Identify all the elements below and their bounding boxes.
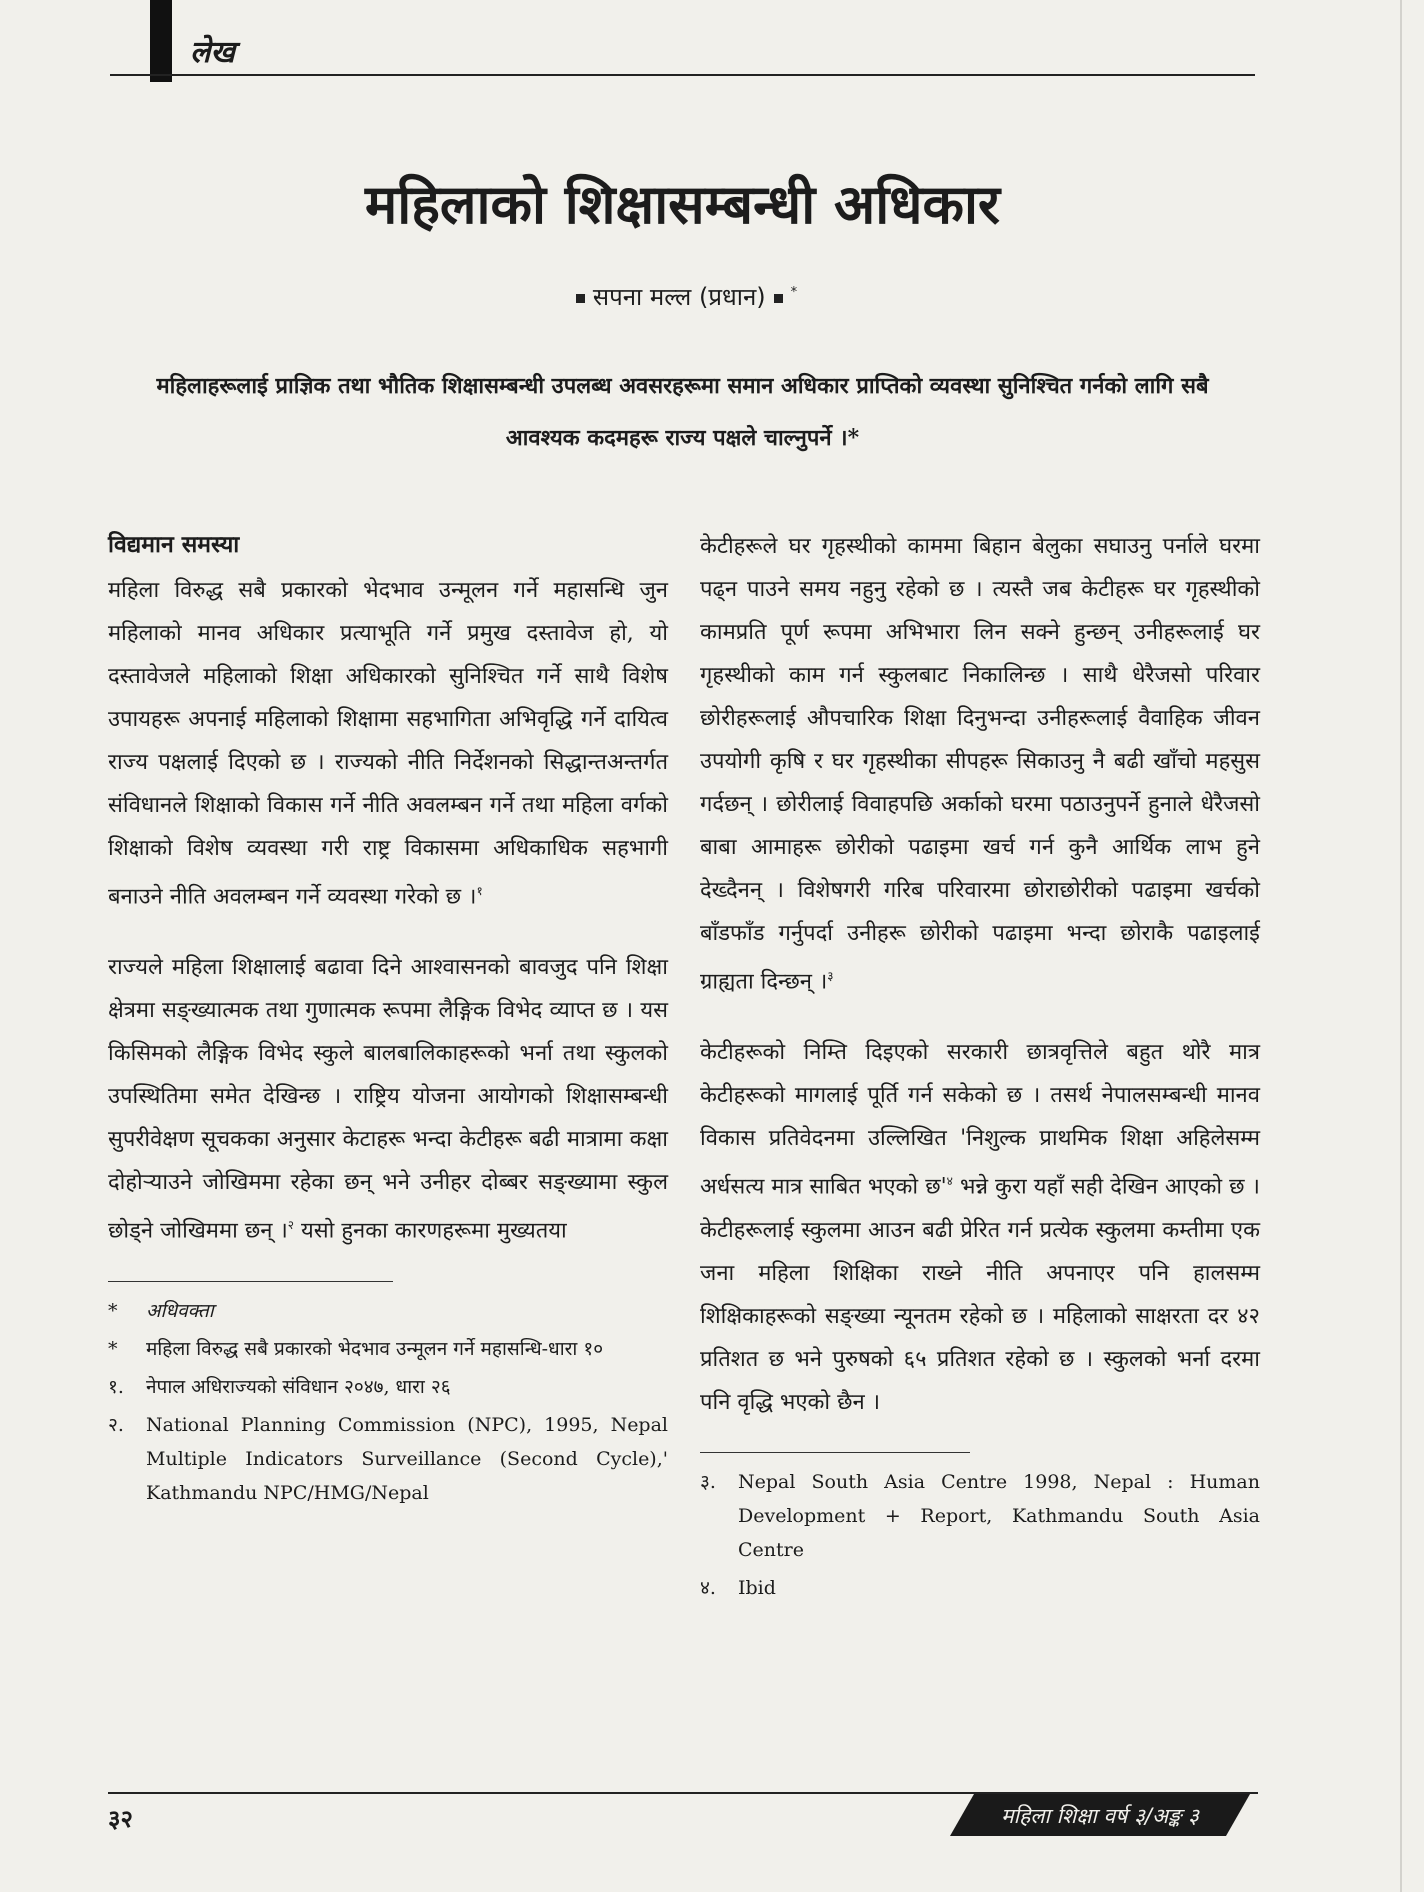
bullet-square-icon — [774, 294, 783, 303]
paragraph — [108, 569, 668, 918]
footnote-mark: ४. — [700, 1576, 716, 1599]
header-rule — [110, 74, 1255, 76]
paragraph-text: भन्ने कुरा यहाँ सही देखिन आएको छ । केटीहरूलाई स्कुलमा आउन बढी प्रेरित गर्न प्रत्येक स्कुलमा कम्तीमा एक जना महिला शिक्षिका राख्ने नीति अपनाएर पनि हालसम्म शिक्षिकाहरूको सङ्ख्या न्यूनतम रहेको छ । महिलाको साक्षरता दर ४२ प्रतिशत छ भने पुरुषको ६५ प्रतिशत रहेको छ । स्कुलको भर्ना दरमा पनि वृद्धि भएको छैन । — [700, 1174, 1261, 1415]
footnote — [108, 1370, 668, 1404]
paragraph-text: केटीहरूले घर गृहस्थीको काममा बिहान बेलुका सघाउनु पर्नाले घरमा पढ्न पाउने समय नहुनु रहेको छ । त्यस्तै जब केटीहरू घर गृहस्थीको कामप्रति पूर्ण रूपमा अभिभारा लिन सक्ने हुन्छन् उनीहरूलाई घर गृहस्थीको काम गर्न स्कुलबाट निकालिन्छ । साथै धेरैजसो परिवार छोरीहरूलाई औपचारिक शिक्षा दिनुभन्दा उनीहरूलाई वैवाहिक जीवन उपयोगी कृषि र घर गृहस्थीका सीपहरू सिकाउनु नै बढी खाँचो महसुस गर्दछन् । छोरीलाई विवाहपछि अर्काको घरमा पठाउनुपर्ने हुनाले धेरैजसो बाबा आमाहरू छोरीको पढाइमा खर्च गर्न कुनै आर्थिक लाभ हुने देख्दैनन् । विशेषगरी गरिब परिवारमा छोराछोरीको पढाइमा खर्चको बाँडफाँड गर्नुपर्दा उनीहरू छोरीको पढाइमा भन्दा छोराकै पढाइलाई ग्राह्यता दिन्छन् । — [700, 534, 1260, 995]
footnote — [700, 1465, 1260, 1567]
footnotes — [700, 1465, 1260, 1605]
footnote — [108, 1294, 668, 1328]
author-name: सपना मल्ल (प्रधान) — [592, 283, 766, 311]
footnote-mark: १. — [108, 1375, 124, 1398]
page-number: ३२ — [108, 1804, 133, 1833]
footnote-ref: ४ — [946, 1174, 953, 1189]
right-column — [700, 525, 1260, 1609]
footnote — [700, 1571, 1260, 1605]
footnote — [108, 1408, 668, 1510]
footnote-mark: २. — [108, 1413, 124, 1436]
left-column — [108, 525, 668, 1514]
article-title: महिलाको शिक्षासम्बन्धी अधिकार — [364, 173, 1001, 236]
footnote-ref: २ — [287, 1218, 295, 1233]
journal-name: महिला शिक्षा वर्ष ३/अङ्क ३ — [1001, 1804, 1199, 1828]
paragraph — [700, 1031, 1260, 1423]
footnote-mark: ३. — [700, 1470, 716, 1493]
paragraph-text: यसो हुनका कारणहरूमा मुख्यतया — [294, 1218, 567, 1244]
paragraph — [700, 525, 1260, 1003]
footnote-text: Ibid — [738, 1576, 776, 1599]
bullet-square-icon — [576, 294, 585, 303]
footnote-rule — [108, 1281, 393, 1282]
footnote-rule — [700, 1452, 970, 1453]
section-label: लेख — [190, 35, 235, 70]
byline — [110, 280, 1255, 313]
footnote-ref: ३ — [827, 969, 834, 983]
paragraph-text: केटीहरूको निम्ति दिइएको सरकारी छात्रवृत्तिले बहुत थोरै मात्र केटीहरूको मागलाई पूर्ति गर्न सकेको छ । तसर्थ नेपालसम्बन्धी मानव विकास प्रतिवेदनमा उल्लिखित 'निशुल्क प्राथमिक शिक्षा अहिलेसम्म अर्धसत्य मात्र साबित भएको छ' — [700, 1040, 1260, 1200]
paragraph — [108, 946, 668, 1252]
header-bar — [150, 0, 172, 82]
footnote-mark: * — [108, 1299, 118, 1322]
paragraph-text: महिला विरुद्ध सबै प्रकारको भेदभाव उन्मूलन गर्ने महासन्धि जुन महिलाको मानव अधिकार प्रत्याभूति गर्ने प्रमुख दस्तावेज हो, यो दस्तावेजले महिलाको शिक्षा अधिकारको सुनिश्चित गर्ने साथै विशेष उपायहरू अपनाई महिलाको शिक्षामा सहभागिता अभिवृद्धि गर्ने दायित्व राज्य पक्षलाई दिएको छ । राज्यको नीति निर्देशनको सिद्धान्तअन्तर्गत संविधानले शिक्षाको विकास गर्ने नीति अवलम्बन गर्ने तथा महिला वर्गको शिक्षाको विशेष व्यवस्था गरी राष्ट्र विकासमा अधिकाधिक सहभागी बनाउने नीति अवलम्बन गर्ने व्यवस्था गरेको छ । — [108, 578, 668, 910]
author-marker: * — [790, 285, 798, 300]
section-heading: विद्यमान समस्या — [108, 531, 240, 558]
footnote-text: अधिवक्ता — [146, 1299, 214, 1322]
page-edge-line — [1400, 0, 1402, 1892]
footnote-text: नेपाल अधिराज्यको संविधान २०४७, धारा २६ — [146, 1375, 451, 1398]
footnote-text: National Planning Commission (NPC), 1995, Nepal Multiple Indicators Surveillance (Second Cycle),' Kathmandu NPC/HMG/Nepal — [146, 1413, 668, 1504]
footnote — [108, 1332, 668, 1366]
article-abstract: महिलाहरूलाई प्राज्ञिक तथा भौतिक शिक्षासम्बन्धी उपलब्ध अवसरहरूमा समान अधिकार प्राप्तिको व्यवस्था सुनिश्चित गर्नको लागि सबै आवश्यक कदमहरू राज्य पक्षले चाल्नुपर्ने ।* — [156, 373, 1209, 451]
footnote-mark: * — [108, 1337, 118, 1360]
paragraph-text: राज्यले महिला शिक्षालाई बढावा दिने आश्वासनको बावजुद पनि शिक्षा क्षेत्रमा सङ्ख्यात्मक तथा गुणात्मक रूपमा लैङ्गिक विभेद व्याप्त छ । यस किसिमको लैङ्गिक विभेद स्कुले बालबालिकाहरूको भर्ना तथा स्कुलको उपस्थितिमा समेत देखिन्छ । राष्ट्रिय योजना आयोगको शिक्षासम्बन्धी सुपरीवेक्षण सूचकका अनुसार केटाहरू भन्दा केटीहरू बढी मात्रामा कक्षा दोहोऱ्याउने जोखिममा रहेका छन् भने उनीहर दोब्बर सङ्ख्यामा स्कुल छोड्ने जोखिममा छन् । — [108, 955, 668, 1244]
footnote-text: Nepal South Asia Centre 1998, Nepal : Human Development + Report, Kathmandu South Asia Centre — [738, 1470, 1260, 1561]
footer-rule — [108, 1792, 1258, 1794]
footnote-text: महिला विरुद्ध सबै प्रकारको भेदभाव उन्मूलन गर्ने महासन्धि-धारा १० — [146, 1337, 604, 1360]
footnote-ref: १ — [476, 884, 483, 898]
footnotes — [108, 1294, 668, 1510]
